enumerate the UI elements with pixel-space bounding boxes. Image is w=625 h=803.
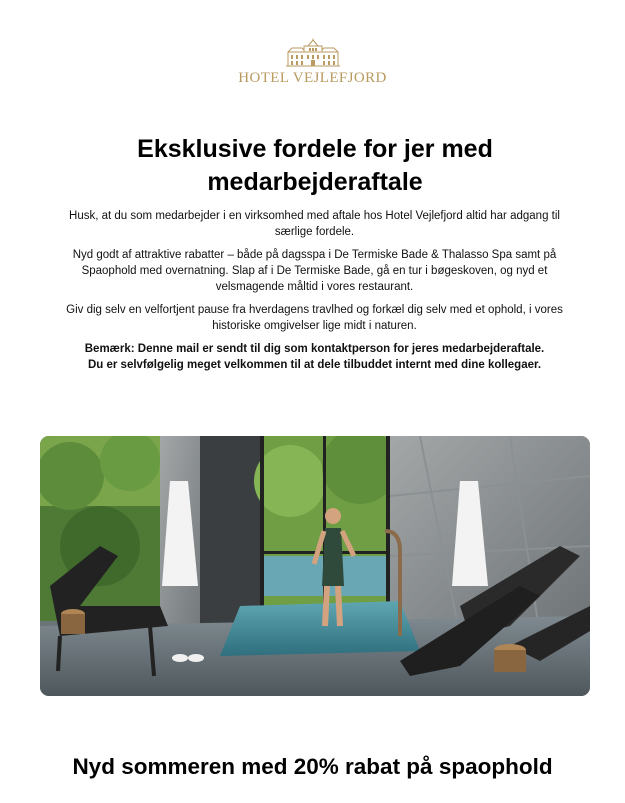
intro-paragraph: Husk, at du som medarbejder i en virksomhed med aftale hos Hotel Vejlefjord altid har adgang til særlige fordele. xyxy=(69,210,560,238)
discount-paragraph: Nyd godt af attraktive rabatter – både på dagsspa i De Termiske Bade & Thalasso Spa samt på Spaophold med overnatning. Slap af i De Termiske Bade, gå en tur i bøgeskoven, og nyd et velsmagende måltid i vores restaurant. xyxy=(72,249,557,293)
break-paragraph: Giv dig selv en velfortjent pause fra hverdagens travlhed og forkæl dig selv med et ophold, i vores historiske omgivelser lige midt i naturen. xyxy=(66,304,563,332)
hero-image[interactable] xyxy=(40,436,590,696)
contact-note xyxy=(52,341,577,373)
hotel-logo[interactable] xyxy=(0,38,625,87)
page-title: Eksklusive fordele for jer med medarbejderaftale xyxy=(137,135,493,196)
spa-pool-photo-icon xyxy=(40,436,590,696)
note-line-2: Du er selvfølgelig meget velkommen til at dele tilbuddet internt med dine kollegaer. xyxy=(87,359,542,371)
hotel-building-icon xyxy=(282,38,344,68)
note-line-1: Bemærk: Denne mail er sendt til dig som kontaktperson for jeres medarbejderaftale. xyxy=(84,343,545,355)
body-copy xyxy=(52,208,577,380)
section-heading: Nyd sommeren med 20% rabat på spaophold xyxy=(72,754,553,779)
brand-name: HOTEL VEJLEFJORD xyxy=(238,70,387,86)
